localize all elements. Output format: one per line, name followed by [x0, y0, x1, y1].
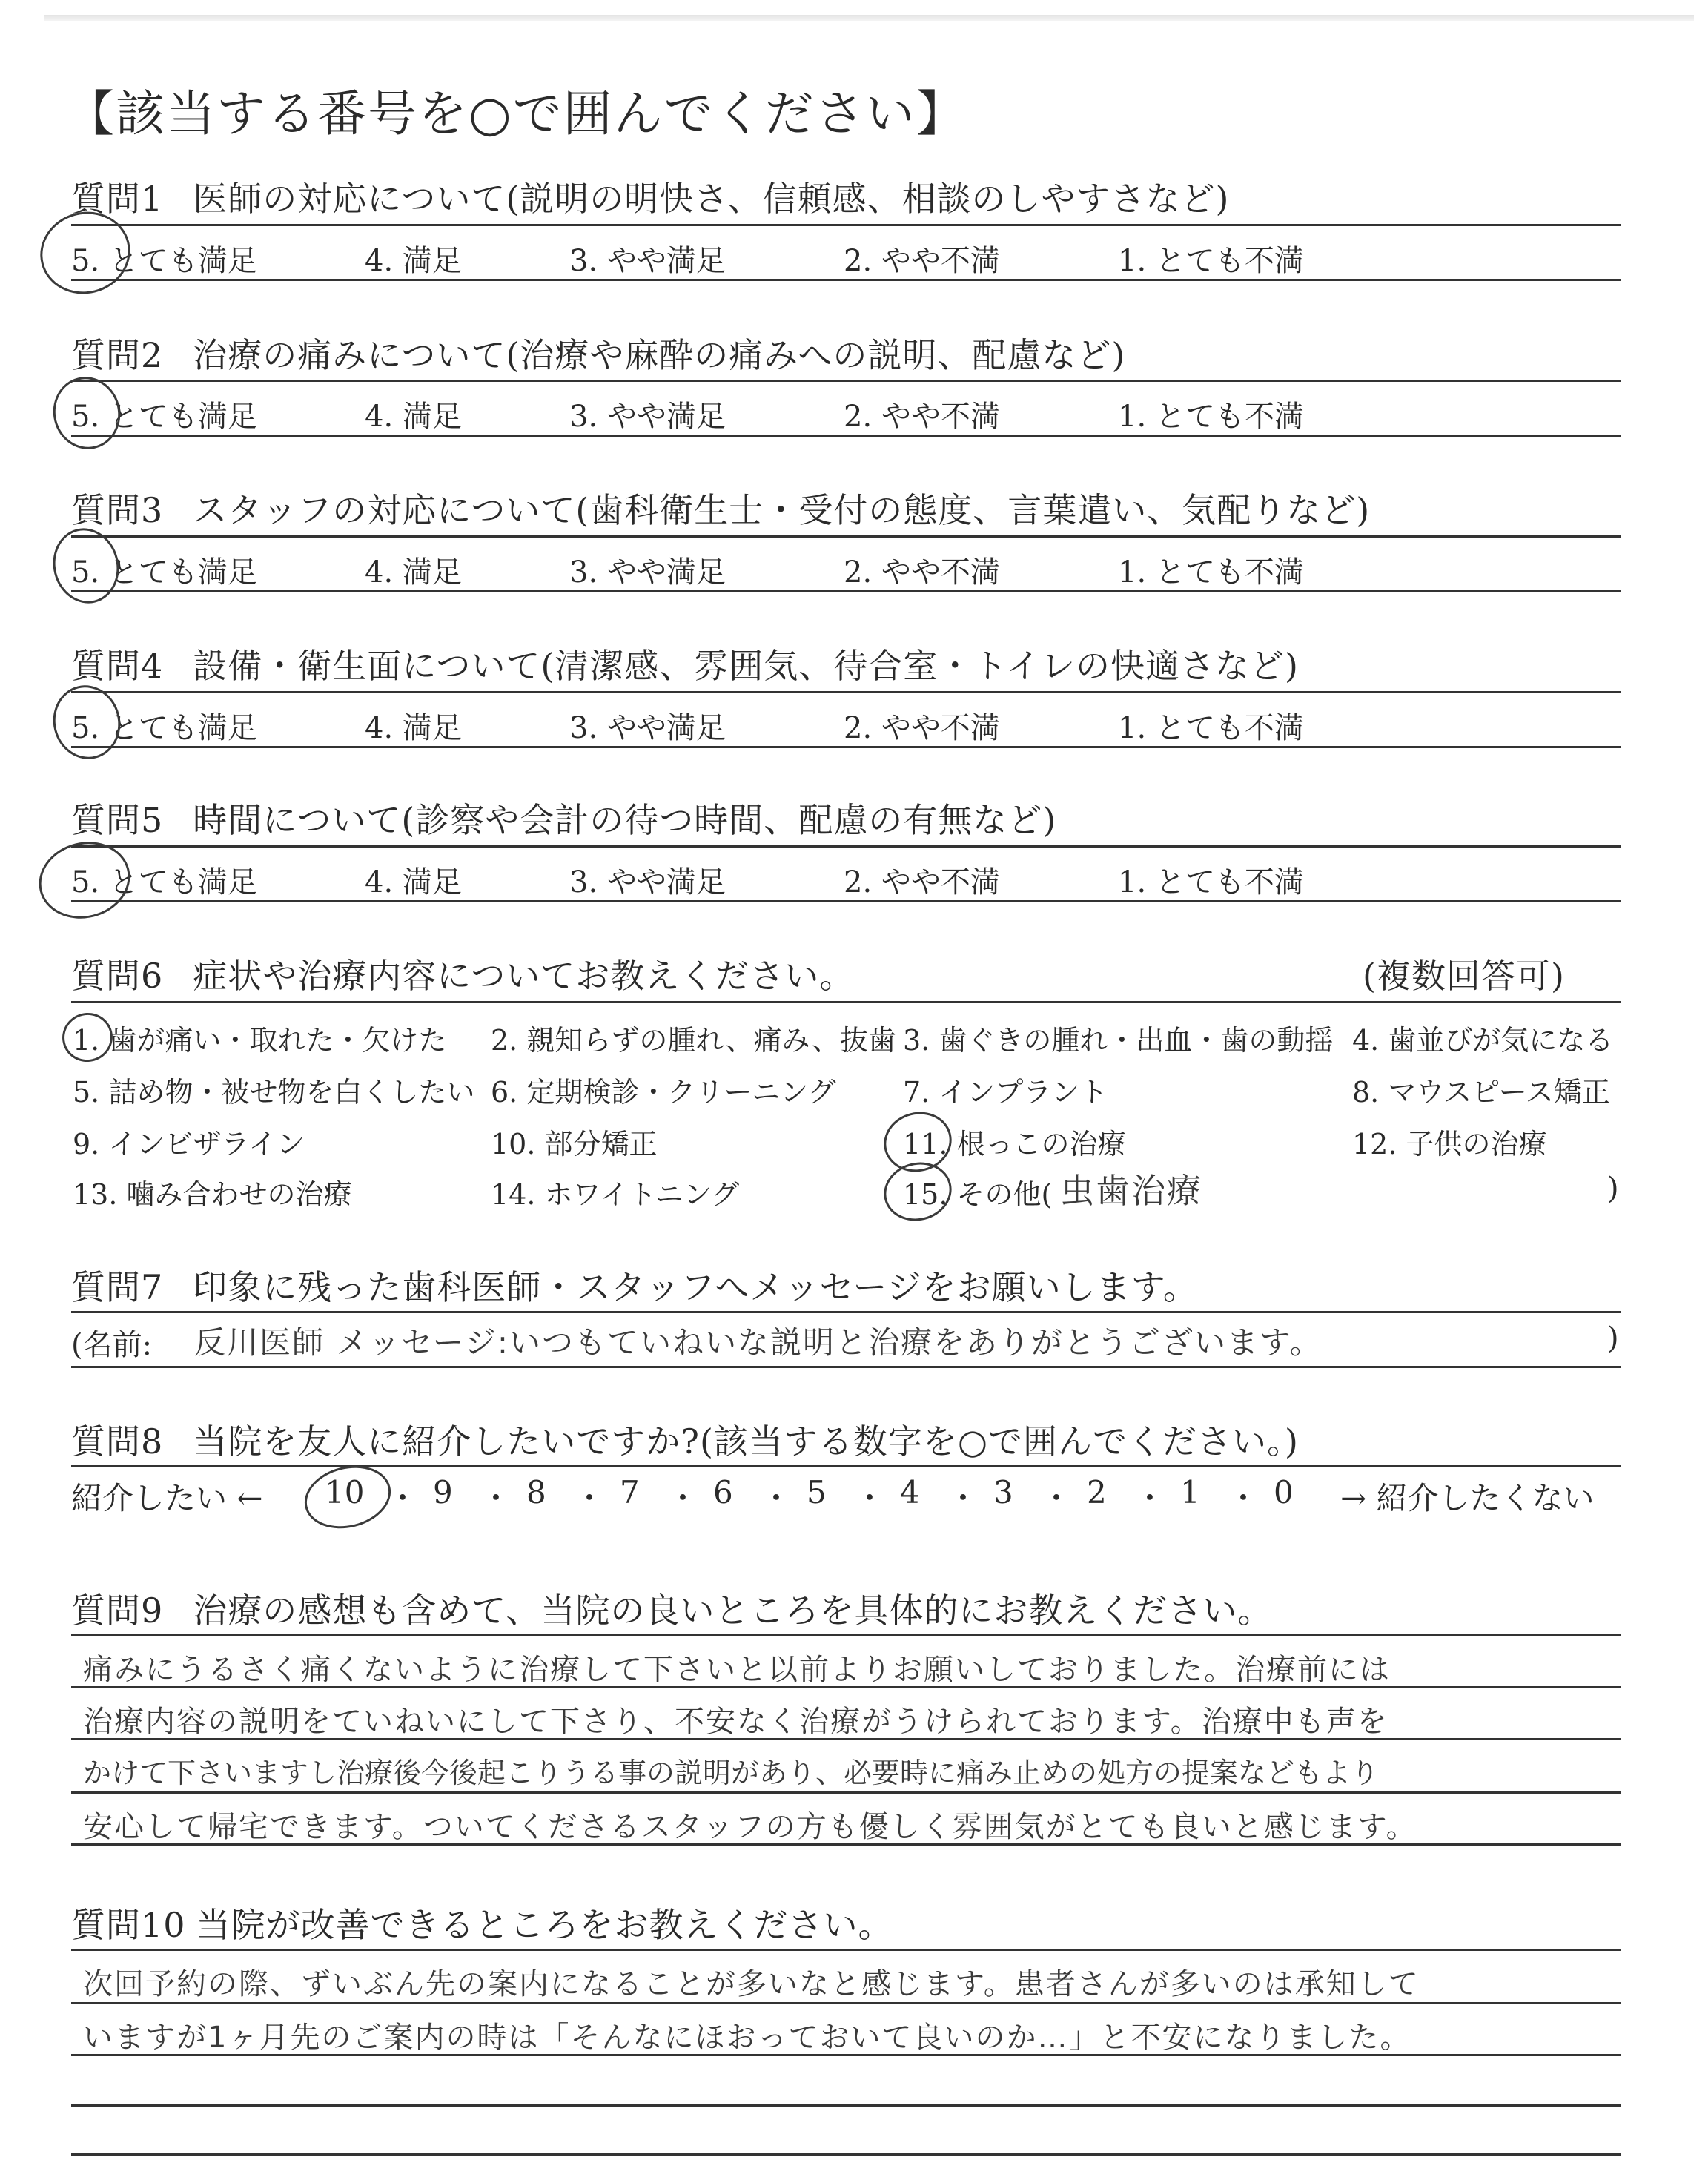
scale-dot: ・ — [480, 1480, 512, 1516]
question-number: 質問2 — [71, 335, 164, 375]
question-text: 時間について(診察や会計の待つ時間、配慮の有無など) — [193, 800, 1057, 840]
q6-option-7[interactable]: 7. インプラント — [903, 1076, 1108, 1109]
rule — [71, 1001, 1621, 1003]
q6-option-12[interactable]: 12. 子供の治療 — [1352, 1128, 1547, 1160]
question-text: 設備・衛生面について(清潔感、雰囲気、待合室・トイレの快適さなど) — [193, 646, 1299, 686]
scale-10[interactable]: 10 — [325, 1474, 365, 1510]
scale-dot: ・ — [574, 1480, 606, 1516]
q6-option-13[interactable]: 13. 噛み合わせの治療 — [73, 1178, 352, 1211]
question-number: 質問8 — [71, 1421, 164, 1462]
rule — [71, 2104, 1621, 2107]
scale-dot: ・ — [1228, 1480, 1260, 1516]
option-1[interactable]: 1. とても不満 — [1118, 711, 1304, 745]
scan-edge — [44, 15, 1694, 21]
option-5[interactable]: 5. とても満足 — [71, 865, 257, 899]
option-2[interactable]: 2. やや不満 — [844, 400, 1000, 434]
option-4[interactable]: 4. 満足 — [365, 400, 462, 434]
rule — [71, 224, 1621, 226]
question-2 — [71, 328, 1125, 377]
question-6 — [71, 949, 854, 998]
selection-circle — [57, 1008, 118, 1067]
rule — [71, 535, 1621, 538]
question-number: 質問6 — [71, 956, 164, 996]
rule — [71, 900, 1621, 902]
option-1[interactable]: 1. とても不満 — [1118, 244, 1304, 278]
scale-1[interactable]: 1 — [1180, 1474, 1200, 1510]
option-4[interactable]: 4. 満足 — [365, 244, 462, 278]
question-text: 治療の感想も含めて、当院の良いところを具体的にお教えください。 — [193, 1591, 1273, 1631]
rule — [71, 1738, 1621, 1740]
rule — [71, 1791, 1621, 1794]
q6-option-1[interactable]: 1. 歯が痛い・取れた・欠けた — [73, 1024, 447, 1057]
question-8 — [71, 1415, 1299, 1464]
question-number: 質問7 — [71, 1267, 164, 1307]
option-5[interactable]: 5. とても満足 — [71, 400, 257, 434]
option-2[interactable]: 2. やや不満 — [844, 711, 1000, 745]
question-number: 質問5 — [71, 800, 164, 840]
rule — [71, 1949, 1621, 1951]
question-number: 質問3 — [71, 490, 164, 530]
message-handwritten-answer: 反川医師 メッセージ:いつもていねいな説明と治療をありがとうございます。 — [194, 1324, 1323, 1361]
answer-line: 安心して帰宅できます。ついてくださるスタッフの方も優しく雰囲気がとても良いと感じます。 — [83, 1810, 1417, 1844]
selection-circle — [45, 521, 127, 610]
answer-line: 痛みにうるさく痛くないように治療して下さいと以前よりお願いしておりました。治療前には — [83, 1653, 1391, 1687]
scale-0[interactable]: 0 — [1274, 1474, 1294, 1510]
rule — [71, 1465, 1621, 1467]
rule — [71, 1311, 1621, 1313]
option-2[interactable]: 2. やや不満 — [844, 244, 1000, 278]
q6-option-5[interactable]: 5. 詰め物・被せ物を白くしたい — [73, 1076, 475, 1109]
q6-option-2[interactable]: 2. 親知らずの腫れ、痛み、抜歯 — [491, 1024, 896, 1057]
question-text: 症状や治療内容についてお教えください。 — [193, 956, 855, 996]
other-handwritten-answer: 虫歯治療 — [1060, 1171, 1202, 1211]
rule — [71, 590, 1621, 592]
name-prefix: (名前: — [71, 1328, 153, 1362]
question-text: 医師の対応について(説明の明快さ、信頼感、相談のしやすさなど) — [193, 179, 1230, 219]
option-3[interactable]: 3. やや満足 — [569, 865, 726, 899]
option-3[interactable]: 3. やや満足 — [569, 555, 726, 589]
question-number: 質問1 — [71, 179, 164, 219]
scale-4[interactable]: 4 — [900, 1474, 920, 1510]
question-number: 質問10 — [71, 1905, 186, 1945]
option-5[interactable]: 5. とても満足 — [71, 244, 257, 278]
scale-dot: ・ — [947, 1480, 979, 1516]
option-5[interactable]: 5. とても満足 — [71, 711, 257, 745]
scale-dot: ・ — [667, 1480, 699, 1516]
question-number: 質問4 — [71, 646, 164, 686]
question-5 — [71, 793, 1056, 842]
q6-option-11[interactable]: 11. 根っこの治療 — [903, 1128, 1126, 1160]
scale-5[interactable]: 5 — [807, 1474, 827, 1510]
answer-line: 次回予約の際、ずいぶん先の案内になることが多いなと感じます。患者さんが多いのは承知して — [83, 1967, 1420, 2001]
rule — [71, 1634, 1621, 1636]
answer-line: かけて下さいますし治療後今後起こりうる事の説明があり、必要時に痛み止めの処方の提案などもより — [83, 1757, 1380, 1789]
q6-option-8[interactable]: 8. マウスピース矯正 — [1352, 1076, 1610, 1109]
scale-dot: ・ — [1134, 1480, 1166, 1516]
question-4 — [71, 639, 1299, 688]
rule — [71, 279, 1621, 281]
rule — [71, 691, 1621, 693]
option-1[interactable]: 1. とても不満 — [1118, 555, 1304, 589]
scale-right-label: → 紹介したくない — [1340, 1480, 1595, 1516]
question-text: スタッフの対応について(歯科衛生士・受付の態度、言葉遣い、気配りなど) — [193, 490, 1371, 530]
option-1[interactable]: 1. とても不満 — [1118, 865, 1304, 899]
question-9 — [71, 1584, 1272, 1633]
option-4[interactable]: 4. 満足 — [365, 865, 462, 899]
rule — [71, 1686, 1621, 1688]
q6-option-14[interactable]: 14. ホワイトニング — [491, 1178, 740, 1211]
q6-option-4[interactable]: 4. 歯並びが気になる — [1352, 1024, 1614, 1057]
scale-dot: ・ — [387, 1480, 419, 1516]
scale-7[interactable]: 7 — [620, 1474, 640, 1510]
option-2[interactable]: 2. やや不満 — [844, 865, 1000, 899]
scale-8[interactable]: 8 — [526, 1474, 546, 1510]
rule — [71, 2153, 1621, 2156]
rule — [71, 2054, 1621, 2056]
question-text: 当院を友人に紹介したいですか?(該当する数字を○で囲んでください。) — [193, 1421, 1299, 1462]
question-7 — [71, 1261, 1198, 1309]
rule — [71, 746, 1621, 748]
scale-3[interactable]: 3 — [993, 1474, 1013, 1510]
q6-option-10[interactable]: 10. 部分矯正 — [491, 1128, 658, 1160]
multiple-answer-note: (複数回答可) — [1363, 956, 1565, 996]
q6-option-9[interactable]: 9. インビザライン — [73, 1128, 305, 1160]
page-heading: 【該当する番号を○で囲んでください】 — [65, 85, 967, 142]
scale-left-label: 紹介したい ← — [71, 1480, 263, 1516]
option-1[interactable]: 1. とても不満 — [1118, 400, 1304, 434]
selection-circle — [298, 1457, 397, 1537]
scale-9[interactable]: 9 — [433, 1474, 453, 1510]
rule — [71, 2002, 1621, 2004]
question-3 — [71, 483, 1370, 532]
question-1 — [71, 172, 1229, 221]
option-3[interactable]: 3. やや満足 — [569, 711, 726, 745]
scale-dot: ・ — [1041, 1480, 1073, 1516]
q6-option-15[interactable]: 15. その他( — [903, 1178, 1053, 1211]
rule — [71, 380, 1621, 382]
question-text: 印象に残った歯科医師・スタッフへメッセージをお願いします。 — [193, 1267, 1198, 1307]
question-text: 治療の痛みについて(治療や麻酔の痛みへの説明、配慮など) — [193, 335, 1126, 375]
rule — [71, 435, 1621, 437]
close-paren: ) — [1607, 1321, 1619, 1355]
rule — [71, 1366, 1621, 1368]
close-paren: ) — [1607, 1172, 1619, 1206]
option-3[interactable]: 3. やや満足 — [569, 244, 726, 278]
q6-option-6[interactable]: 6. 定期検診・クリーニング — [491, 1076, 836, 1109]
option-4[interactable]: 4. 満足 — [365, 555, 462, 589]
question-number: 質問9 — [71, 1591, 164, 1631]
scale-dot: ・ — [854, 1480, 886, 1516]
rule — [71, 845, 1621, 848]
question-10 — [71, 1898, 893, 1947]
answer-line: 治療内容の説明をていねいにして下さり、不安なく治療がうけられております。治療中も声を — [83, 1705, 1388, 1739]
option-3[interactable]: 3. やや満足 — [569, 400, 726, 434]
scale-2[interactable]: 2 — [1087, 1474, 1107, 1510]
selection-circle — [45, 370, 128, 457]
option-2[interactable]: 2. やや不満 — [844, 555, 1000, 589]
q6-option-3[interactable]: 3. 歯ぐきの腫れ・出血・歯の動揺 — [903, 1024, 1334, 1057]
option-5[interactable]: 5. とても満足 — [71, 555, 257, 589]
scale-dot: ・ — [761, 1480, 792, 1516]
option-4[interactable]: 4. 満足 — [365, 711, 462, 745]
answer-line: いますが1ヶ月先のご案内の時は「そんなにほおっておいて良いのか…」と不安になりました。 — [83, 2021, 1411, 2055]
scale-6[interactable]: 6 — [713, 1474, 733, 1510]
selection-circle — [878, 1155, 958, 1228]
rule — [71, 1843, 1621, 1846]
question-text: 当院が改善できるところをお教えください。 — [196, 1905, 893, 1945]
